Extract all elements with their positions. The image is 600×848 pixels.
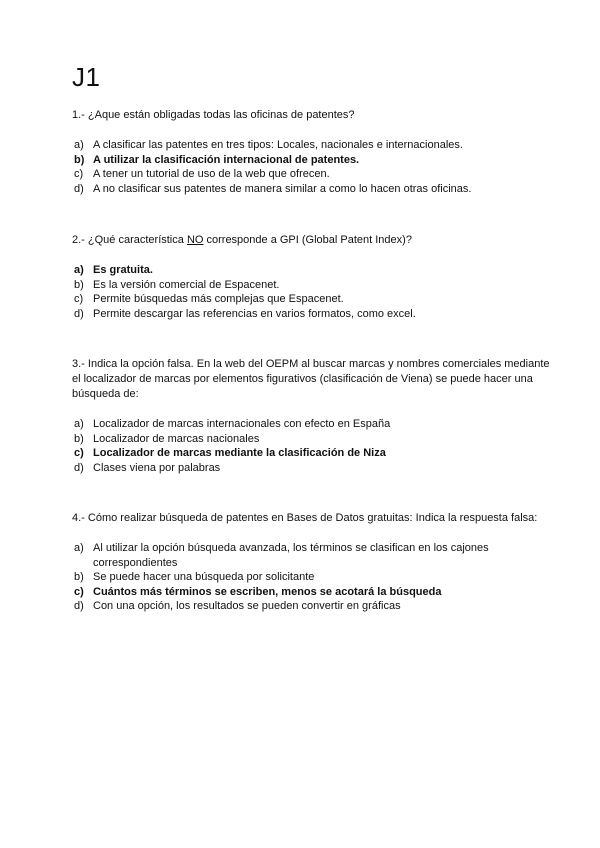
option-letter: a) <box>74 418 84 430</box>
option-text: A no clasificar sus patentes de manera similar a como lo hacen otras oficinas. <box>93 182 472 195</box>
option-d <box>72 307 550 322</box>
question-text: 4.- Cómo realizar búsqueda de patentes en Bases de Datos gratuitas: Indica la respuesta falsa: <box>72 512 538 524</box>
option-text: Con una opción, los resultados se pueden convertir en gráficas <box>93 600 401 612</box>
question-text: 3.- Indica la opción falsa. En la web del OEPM al buscar marcas y nombres comerciales mediante el localizador de marcas por elementos figurativos (clasificación de Viena) se puede hacer una búsqueda de: <box>72 358 550 400</box>
option-text: Localizador de marcas mediante la clasificación de Niza <box>93 447 386 459</box>
option-letter: d) <box>74 182 84 195</box>
option-letter: a) <box>74 542 84 554</box>
page-title: J1 <box>72 62 101 92</box>
question-text: 1.- ¿Aque están obligadas todas las oficinas de patentes? <box>72 109 355 121</box>
question-1 <box>72 108 550 196</box>
option-letter: d) <box>74 461 84 474</box>
option-a <box>72 417 550 432</box>
option-letter: b) <box>74 571 84 583</box>
option-letter: a) <box>74 264 84 276</box>
question-text-end: corresponde a GPI (Global Patent Index)? <box>203 234 412 246</box>
option-b <box>72 278 550 293</box>
question-text <box>72 233 550 248</box>
option-text: Localizador de marcas nacionales <box>93 432 260 445</box>
option-b <box>72 570 550 585</box>
option-text: Cuántos más términos se escriben, menos se acotará la búsqueda <box>93 585 442 598</box>
option-letter: d) <box>74 600 84 612</box>
question-text-underlined: NO <box>186 234 204 246</box>
option-letter: c) <box>74 585 84 598</box>
options-list <box>72 138 550 196</box>
option-text: Al utilizar la opción búsqueda avanzada, los términos se clasifican en los cajones correspondientes <box>93 542 489 569</box>
options-list <box>72 541 550 614</box>
option-c-correct <box>72 585 550 600</box>
question-2 <box>72 233 550 321</box>
option-letter: c) <box>74 168 84 180</box>
option-letter: c) <box>74 293 84 305</box>
option-d <box>72 182 550 197</box>
option-a <box>72 138 550 153</box>
option-text: Localizador de marcas internacionales con efecto en España <box>93 418 391 430</box>
option-text: Permite descargar las referencias en varios formatos, como excel. <box>93 307 416 320</box>
option-letter: b) <box>74 153 85 166</box>
option-c <box>72 292 550 307</box>
option-c-correct <box>72 446 550 461</box>
option-c <box>72 167 550 182</box>
option-text: Se puede hacer una búsqueda por solicitante <box>93 571 315 583</box>
option-text: A tener un tutorial de uso de la web que ofrecen. <box>93 168 330 180</box>
option-d <box>72 461 550 476</box>
option-text: Es la versión comercial de Espacenet. <box>93 278 280 291</box>
question-4 <box>72 511 550 614</box>
options-list <box>72 263 550 321</box>
option-text: Es gratuita. <box>93 264 153 276</box>
option-text: A clasificar las patentes en tres tipos: Locales, nacionales e internacionales. <box>93 139 463 151</box>
option-text: Permite búsquedas más complejas que Espacenet. <box>93 293 344 305</box>
option-d <box>72 599 550 614</box>
option-a <box>72 541 550 570</box>
option-text: A utilizar la clasificación internacional de patentes. <box>93 153 360 166</box>
option-letter: c) <box>74 447 84 459</box>
option-text: Clases viena por palabras <box>93 461 221 474</box>
option-letter: a) <box>74 139 84 151</box>
question-text-start: 2.- ¿Qué característica <box>72 234 187 246</box>
option-letter: b) <box>74 432 84 445</box>
question-3 <box>72 357 550 475</box>
option-letter: d) <box>74 307 84 320</box>
option-letter: b) <box>74 278 84 291</box>
option-a-correct <box>72 263 550 278</box>
options-list <box>72 417 550 475</box>
option-b-correct <box>72 153 550 168</box>
option-b <box>72 432 550 447</box>
